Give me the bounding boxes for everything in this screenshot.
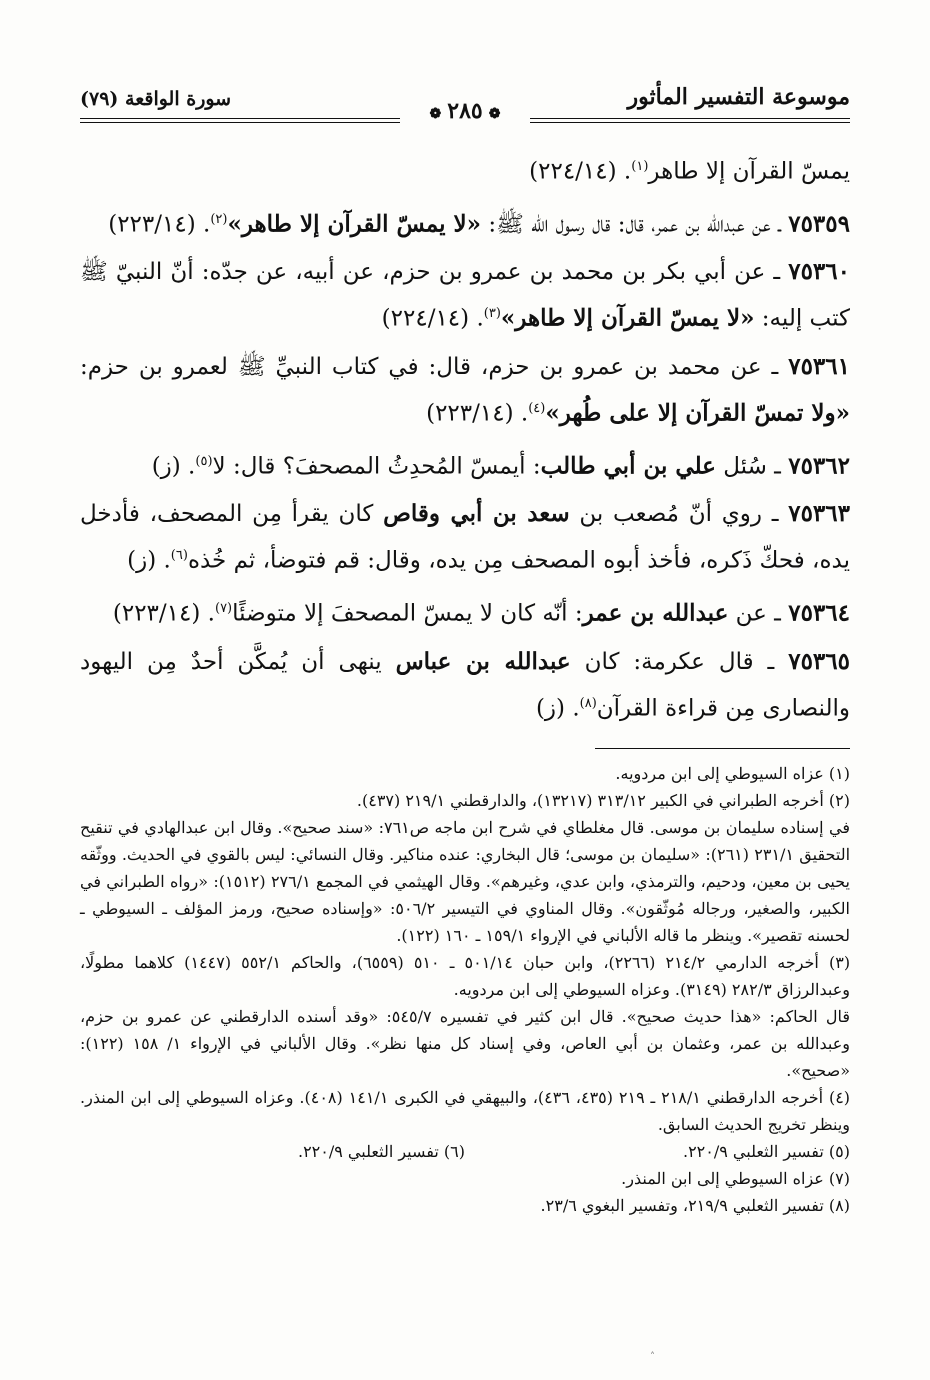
- footnote: (٤) أخرجه الدارقطني ٢١٨/١ ـ ٢١٩ (٤٣٥، ٤٣٦)، والبيهقي في الكبرى ١٤١/١ (٤٠٨). وعزاه السيوطي إلى ابن المنذر. وينظر تخريج الحديث السابق.: [80, 1088, 851, 1134]
- ornament-icon: ❁: [488, 106, 501, 122]
- ornament-icon: ❁: [429, 106, 442, 122]
- page-number: ٢٨٥: [447, 98, 483, 124]
- footnote: (٦) تفسير الثعلبي ٢٢٠/٩.: [297, 1142, 465, 1161]
- hadith-number: ٧٥٣٦٣: [788, 500, 850, 528]
- header-rule-right: [530, 118, 850, 119]
- hadith-entry: ٧٥٣٦٤ ـ عن عبدالله بن عمر: أنّه كان لا يمسّ المصحفَ إلا متوضئًا$^{(٧)}$. (٢٢٣/١٤): [112, 599, 850, 627]
- footnote: (١) عزاه السيوطي إلى ابن مردويه.: [615, 764, 850, 783]
- hadith-number: ٧٥٣٦٢: [788, 452, 850, 480]
- hadith-number: ٧٥٣٥٩: [788, 210, 850, 238]
- footnote-ref[interactable]: (٣): [483, 306, 501, 322]
- footnotes: [80, 760, 850, 1219]
- header-rule-left: [80, 118, 400, 119]
- footnote: في إسناده سليمان بن موسى. قال مغلطاي في شرح ابن ماجه ص٧٦١: «سند صحيح». وقال ابن عبدالهادي في تنقيح التحقيق ٢٣١/١ (٢٦١): «سليمان بن موسى؛ قال البخاري: عنده مناكير. وقال النسائي: ليس بالقوي في الحديث. ووثّقه يحيى بن معين، ودحيم، والترمذي، وابن عدي، وغيرهم». وقال الهيثمي في المجمع ٢٧٦/١ (١٥١٢): «رواه الطبراني في الكبير، والصغير، ورجاله مُوثّقون». وقال المناوي في التيسير ٥٠٦/٢: «وإسناده صحيح، ورمز المؤلف ـ السيوطي ـ لحسنه تقصير». وينظر ما قاله الألباني في الإرواء ١٥٩/١ ـ ١٦٠ (١٢٢).: [80, 818, 851, 945]
- footnote-ref[interactable]: (١): [631, 159, 649, 174]
- hadith-number: ٧٥٣٦٠: [788, 258, 850, 286]
- hadith-entry: ٧٥٣٦١ ـ عن محمد بن عمرو بن حزم، قال: في كتاب النبيِّ ﷺ لعمرو بن حزم: «ولا تمسّ القرآن إلا على طُهر»$^{(٤)}$. (٢٢٣/١٤): [80, 352, 850, 427]
- hadith-entry: ٧٥٣٦٣ ـ روي أنّ مُصعب بن سعد بن أبي وقاص كان يقرأ مِن المصحف، فأدخل يده، فحكّ ذَكره، فأخذ أبوه المصحف مِن يده، وقال: قم فتوضأ، ثم خُذه$^{(٦)}$. (ز): [80, 500, 850, 574]
- header-rule-right-thin: [530, 122, 850, 123]
- footnote-ref[interactable]: (٦): [170, 548, 188, 564]
- footnote-row: [80, 1138, 850, 1165]
- hadith-number: ٧٥٣٦٥: [788, 647, 850, 675]
- footnote-ref[interactable]: (٢): [210, 211, 228, 227]
- footnote: (٨) تفسير الثعلبي ٢١٩/٩، وتفسير البغوي ٢٣/٦.: [540, 1196, 850, 1215]
- footnote: (٥) تفسير الثعلبي ٢٢٠/٩.: [682, 1142, 850, 1161]
- page-mark-icon: ˄: [650, 1352, 655, 1363]
- hadith-number: ٧٥٣٦١: [788, 352, 850, 380]
- hadith-entry: ٧٥٣٥٩ ـ عن عبدالله بن عمر، قال: قال رسول الله ﷺ: «لا يمسّ القرآن إلا طاهر»$^{(٢)}$. (٢٢٣/١٤): [108, 210, 850, 238]
- main-text: [80, 146, 850, 735]
- hadith-entry: ٧٥٣٦٥ ـ قال عكرمة: كان عبدالله بن عباس ينهى أن يُمكَّن أحدٌ مِن اليهود والنصارى مِن قراءة القرآن$^{(٨)}$. (ز): [80, 647, 850, 722]
- footnote: (٣) أخرجه الدارمي ٢١٤/٢ (٢٢٦٦)، وابن حبان ٥٠١/١٤ ـ ٥١٠ (٦٥٥٩)، والحاكم ٥٥٢/١ (١٤٤٧) كلاهما مطولًا، وعبدالرزاق ٢٨٢/٣ (٣١٤٩). وعزاه السيوطي إلى ابن مردويه.: [80, 953, 851, 999]
- footnote: (٢) أخرجه الطبراني في الكبير ٣١٣/١٢ (١٣٢١٧)، والدارقطني ٢١٩/١ (٤٣٧).: [356, 791, 850, 810]
- hadith-number: ٧٥٣٦٤: [788, 599, 850, 627]
- footnote: قال الحاكم: «هذا حديث صحيح». قال ابن كثير في تفسيره ٥٤٥/٧: «وقد أسنده الدارقطني عن عمرو بن حزم، وعبدالله بن عمر، وعثمان بن أبي العاص، وفي إسناد كل منها نظر». وقال الألباني في الإرواء ١/ ١٥٨ (١٢٢): «صحيح».: [80, 1007, 851, 1080]
- footnote: (٧) عزاه السيوطي إلى ابن المنذر.: [621, 1169, 850, 1188]
- footnote-ref[interactable]: (٤): [528, 400, 546, 416]
- footnote-separator: [595, 748, 850, 749]
- surah-title: سورة الواقعة (٧٩): [80, 88, 232, 110]
- footnote-ref[interactable]: (٨): [579, 695, 597, 711]
- hadith-entry: يمسّ القرآن إلا طاهر$^{(١)}$. (٢٢٤/١٤): [529, 158, 850, 185]
- hadith-entry: ٧٥٣٦٠ ـ عن أبي بكر بن محمد بن عمرو بن حزم، عن أبيه، عن جدّه: أنّ النبيّ ﷺ كتب إليه: «لا يمسّ القرآن إلا طاهر»$^{(٣)}$. (٢٢٤/١٤): [80, 258, 850, 332]
- header-rule-left-thin: [80, 122, 400, 123]
- footnote-ref[interactable]: (٥): [195, 453, 213, 469]
- hadith-entry: ٧٥٣٦٢ ـ سُئل علي بن أبي طالب: أيمسّ المُحدِثُ المصحفَ؟ قال: لا$^{(٥)}$. (ز): [151, 452, 850, 480]
- book-title: موسوعة التفسير المأثور: [627, 84, 850, 110]
- footnote-ref[interactable]: (٧): [214, 600, 233, 616]
